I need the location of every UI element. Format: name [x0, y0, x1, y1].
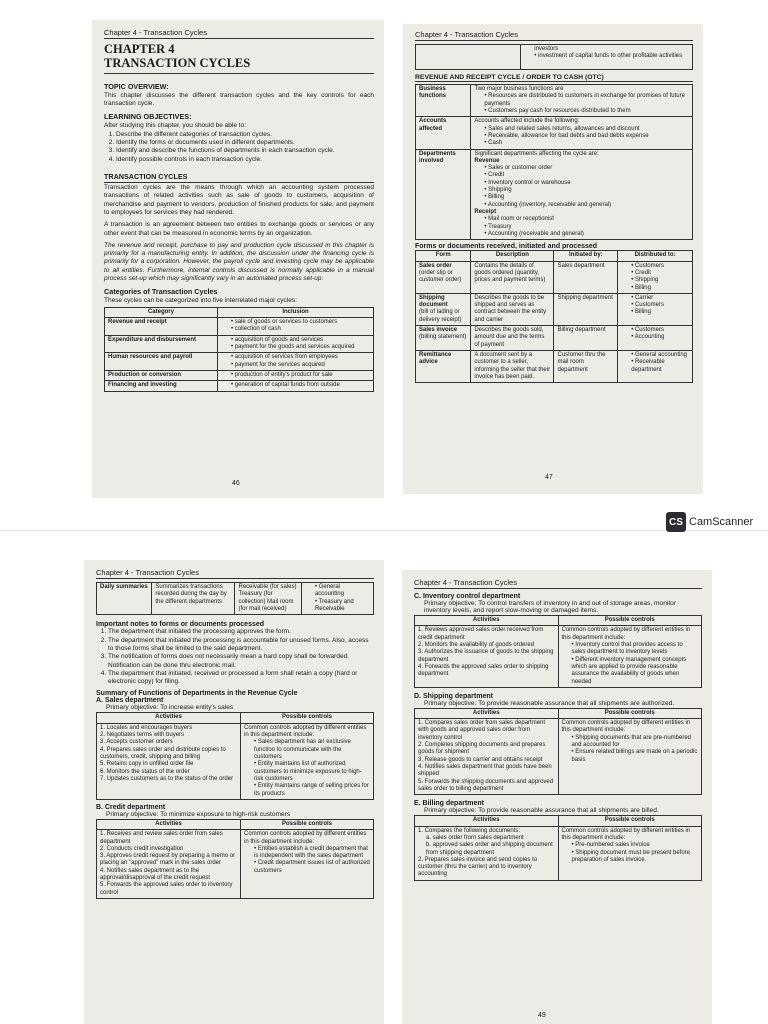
table-row — [415, 626, 702, 688]
list-item: • Shipping documents that are pre-numbered and accounted for — [572, 735, 699, 750]
list-item: • Credit — [631, 270, 689, 277]
table-cell — [618, 293, 693, 325]
table-header: Form — [416, 251, 471, 261]
table-header: Inclusion — [217, 307, 373, 317]
list-item: • production of entity's product for sale — [231, 372, 370, 379]
topic-overview-text: This chapter discusses the different transaction cycles and the key controls for each transaction cycle. — [104, 91, 374, 108]
form-name: Sales order — [419, 262, 452, 269]
table-row — [415, 719, 702, 795]
table-cell — [416, 351, 471, 383]
list-item: • Entities establish a credit department that is independent with the sales department — [254, 846, 370, 861]
table-cell — [241, 723, 374, 799]
activity: 4. Notifies sales department as to the approval/disapproval of the credit request — [100, 867, 211, 882]
table-cell — [415, 626, 559, 688]
activity: 4. Prepares sales order and distribute copies to customers, credit, shipping and billing — [100, 746, 226, 760]
table-cell — [415, 719, 559, 795]
credit-dept-table — [96, 819, 374, 899]
activity: 2. Negotiates terms with buyers — [100, 732, 185, 739]
table-cell — [558, 826, 702, 880]
list-item: • Receivable, allowance for bad debts and bad debts expense — [484, 133, 689, 140]
section-heading: REVENUE AND RECEIPT CYCLE / ORDER TO CASH (OTC) — [415, 74, 693, 82]
categories-table — [104, 307, 374, 392]
credit-dept-objective: Primary objective: To minimize exposure to high-risk customers — [106, 810, 291, 818]
list-item: • acquisition of services from employees — [231, 354, 370, 361]
table-row — [105, 370, 374, 380]
list-item: • Inventory control that provides access to sales department to inventory levels — [572, 642, 699, 657]
list-item: • General accounting — [315, 584, 370, 599]
running-header: Chapter 4 - Transaction Cycles — [104, 28, 374, 39]
table-cell — [97, 723, 241, 799]
list-item: • Accounting (receivable and general) — [484, 231, 689, 238]
activity: 2. Conducts credit investigation — [100, 845, 184, 852]
table-row — [416, 149, 693, 240]
table-header: Activities — [415, 616, 559, 626]
shipping-dept-table — [414, 708, 702, 795]
transaction-cycles-heading: TRANSACTION CYCLES — [104, 172, 374, 183]
table-header: Activities — [97, 713, 241, 723]
activity: 6. Monitors the status of the order — [100, 768, 190, 775]
activity: 5. Retains copy in unfilled order file — [100, 761, 194, 768]
inventory-dept-table — [414, 615, 702, 688]
sales-dept-objective: Primary objective: To increase entity's sales — [106, 704, 234, 712]
list-item: • sale of goods or services to customers — [231, 319, 370, 326]
table-cell — [415, 826, 559, 880]
learning-objectives-intro: After studying this chapter, you should be able to: — [104, 122, 247, 130]
list-item: 4. Identify possible controls in each transaction cycle. — [116, 156, 374, 164]
divider — [0, 530, 768, 531]
inventory-dept-objective: Primary objective: To control transfers of inventory in and out of storage areas, monitor inventory levels, and report slow-moving or damaged items. — [424, 600, 677, 614]
table-header: Possible controls — [558, 816, 702, 826]
table-cell — [217, 370, 373, 380]
table-cell — [618, 326, 693, 351]
list-item: • Sales and related sales returns, allowances and discount — [484, 126, 689, 133]
sales-dept-heading: A. Sales department — [96, 697, 164, 705]
table-cell: Daily summaries — [97, 583, 152, 615]
notes-heading: Important notes to forms or documents processed — [96, 621, 265, 629]
paragraph: A transaction is an agreement between two entities to exchange goods or services or any other event that can be measured in economic terms by an organization. — [104, 221, 374, 237]
text-line: Accounts affected include the following: — [474, 118, 580, 125]
table-header: Possible controls — [241, 713, 374, 723]
activity: 2. Monitors the availability of goods ordered — [418, 641, 535, 648]
running-header: Chapter 4 - Transaction Cycles — [415, 30, 693, 41]
page-47 — [403, 24, 703, 494]
list-item: • payment for the goods and services acquired — [231, 344, 370, 351]
activity: 5. Forwards the shipping documents and approved sales order to billing department — [418, 778, 554, 792]
notes-list — [96, 628, 374, 686]
camscanner-watermark — [666, 512, 753, 532]
list-item: • Ensure related billings are made on a periodic basis — [572, 749, 699, 764]
activity: 3. Release goods to carrier and obtains receipt — [418, 756, 543, 763]
paragraph: Transaction cycles are the means through which an accounting system processed transactions of related activities such as sale of goods to customers, acquisition of merchandise and payment to vendors, production of finished products for sale, and payment to employees for services they had rendered. — [104, 183, 374, 216]
activity: 1. Receives and review sales order from sales department — [100, 831, 223, 845]
table-cell — [618, 351, 693, 383]
categories-intro: These cycles can be categorized into five interrelated major cycles: — [104, 297, 297, 305]
list-item: • Billing — [631, 285, 689, 292]
list-item: • Shipping document must be present before preparation of sales invoice. — [572, 850, 699, 865]
topic-overview-heading: TOPIC OVERVIEW: — [104, 81, 169, 91]
list-item: • generation of capital funds from outside — [231, 382, 370, 389]
list-item: 4. The department that initiated, received or processed a form shall retain a copy (hard or electronic copy) for filing. — [108, 670, 374, 687]
table-cell — [416, 293, 471, 325]
table-row — [105, 381, 374, 391]
page-number: 47 — [545, 474, 553, 481]
table-cell: A document sent by a customer to a seller, informing the seller that their invoice has been paid. — [471, 351, 554, 383]
revenue-cycle-table — [415, 84, 693, 240]
list-item: • Billing — [631, 309, 689, 316]
table-cell: Financing and investing — [105, 381, 218, 391]
list-item: • Mail room or receptionist — [484, 216, 689, 223]
activity: 3. Authorizes the issuance of goods to the shipping department — [418, 649, 554, 663]
table-row — [105, 353, 374, 371]
table-row — [416, 117, 693, 149]
list-item: • Inventory control or warehouse — [484, 180, 689, 187]
list-item: • Cash — [484, 140, 689, 147]
table-row — [97, 723, 374, 799]
table-cell: Receivable (for sales) Treasury (for collection) Mail room (for mail received) — [235, 583, 301, 615]
table-cell — [217, 381, 373, 391]
table-cell: Sales department — [554, 261, 618, 293]
table-cell: Business functions — [416, 85, 471, 117]
table-header: Distributed to: — [618, 251, 693, 261]
table-cell — [558, 719, 702, 795]
table-cell — [217, 335, 373, 353]
running-header: Chapter 4 - Transaction Cycles — [414, 578, 702, 589]
table-row — [416, 85, 693, 117]
list-item: • Sales or customer order — [484, 165, 689, 172]
form-name: Sales invoice — [419, 327, 458, 334]
activity: 1. Reviews approved sales order received from credit department — [418, 627, 544, 641]
activity: 1. Locates and encourages buyers — [100, 724, 193, 731]
controls-intro: Common controls adopted by different entities in this department include: — [244, 831, 367, 845]
list-item: • Different inventory management concepts which are applied to provide reasonable assurance the availability of goods when needed — [572, 657, 699, 686]
chapter-name: TRANSACTION CYCLES — [104, 56, 251, 71]
page-48 — [84, 560, 384, 1024]
table-row — [416, 326, 693, 351]
table-header: Activities — [415, 708, 559, 718]
table-cell — [558, 626, 702, 688]
table-row — [105, 318, 374, 336]
table-cell: Summarizes transactions recorded during the day by the different departments — [152, 583, 235, 615]
list-item: 2. The department that initiated the processing is accountable for unused forms. Also, access to those forms shall be limited to the said department. — [108, 637, 374, 654]
table-cell: Accounts affected — [416, 117, 471, 149]
activity: b. approved sales order and shipping document from shipping department — [426, 842, 553, 856]
table-row — [97, 830, 374, 899]
list-item: • General accounting — [631, 352, 689, 359]
text-line: investors — [534, 46, 559, 52]
sales-dept-table — [96, 712, 374, 799]
table-header: Possible controls — [558, 708, 702, 718]
table-row — [415, 826, 702, 880]
credit-dept-heading: B. Credit department — [96, 803, 166, 811]
page-49 — [402, 570, 712, 1024]
forms-table — [415, 250, 693, 383]
activity: 2. Prepares sales invoice and send copies to customer (thru the carrier) and to inventory accounting — [418, 856, 538, 878]
page-number: 46 — [232, 480, 240, 487]
list-item: • Billing — [484, 194, 689, 201]
controls-intro: Common controls adopted by different entities in this department include: — [561, 627, 691, 641]
table-row — [416, 261, 693, 293]
table-cell — [301, 583, 373, 615]
table-cell — [471, 85, 693, 117]
list-item: • Customers — [631, 263, 689, 270]
controls-intro: Common controls adopted by different entities in this department include: — [561, 827, 691, 841]
running-header: Chapter 4 - Transaction Cycles — [96, 568, 374, 579]
table-cell — [217, 353, 373, 371]
table-header: Activities — [97, 819, 241, 829]
activity: 1. Compares the following documents: — [418, 827, 521, 834]
list-item: • Customers — [631, 327, 689, 334]
table-cell — [521, 45, 693, 70]
shipping-dept-heading: D. Shipping department — [414, 692, 493, 700]
table-cell — [217, 318, 373, 336]
list-item: • Pre-numbered sales invoice — [572, 842, 699, 849]
form-sub: (billing statement) — [419, 334, 467, 341]
billing-dept-heading: E. Billing department — [414, 800, 485, 808]
form-sub: (bill of lading or delivery receipt) — [419, 309, 462, 323]
activity: 1. Compares sales order from sales department with goods and approved sales order from inventory control — [418, 720, 546, 741]
list-item: • Shipping — [484, 187, 689, 194]
activity: 7. Updates customers as to the status of the order — [100, 775, 234, 782]
list-item: • Credit department issues list of authorized customers — [254, 860, 370, 875]
activity: 2. Completes shipping documents and prepares goods for shipment — [418, 742, 546, 756]
summary-heading: Summary of Functions of Departments in the Revenue Cycle — [96, 690, 298, 698]
list-item: • Customers pay cash for resources distributed to them — [484, 108, 689, 115]
list-item: 3. Identify and describe the functions of departments in each transaction cycle. — [116, 147, 374, 155]
billing-dept-objective: Primary objective: To provide reasonable assurance that all shipments are billed. — [424, 807, 659, 815]
table-header: Possible controls — [558, 616, 702, 626]
controls-intro: Common controls adopted by different entities in this department include: — [561, 720, 691, 734]
activity: a. sales order from sales department — [426, 834, 524, 841]
subheading: Revenue — [474, 157, 500, 164]
list-item: • Entity maintains list of authorized customers to minimize exposure to high-risk customers — [254, 761, 370, 783]
table-cell — [97, 830, 241, 899]
categories-heading: Categories of Transaction Cycles — [104, 287, 218, 297]
learning-objectives-heading: LEARNING OBJECTIVES: — [104, 112, 192, 122]
activity: 4. Notifies sales department that goods have been shipped — [418, 764, 552, 778]
list-item: • Receivable department — [631, 359, 689, 374]
list-item: • Sales department has an exclusive function to communicate with the customers — [254, 739, 370, 761]
list-item: 1. The department that initiated the processing approves the form. — [108, 628, 374, 636]
table-header: Description — [471, 251, 554, 261]
table-cell — [416, 326, 471, 351]
table-cell: Contains the details of goods ordered (quantity, prices and payment terms) — [471, 261, 554, 293]
shipping-dept-objective: Primary objective: To provide reasonable assurance that all shipments are authorized. — [424, 699, 675, 707]
table-cell — [471, 149, 693, 240]
list-item: • collection of cash — [231, 326, 370, 333]
list-item: 3. The notification of forms does not necessarily mean a hard copy shall be forwarded. Notification can be done thru electronic mail. — [108, 653, 374, 670]
table-cell — [618, 261, 693, 293]
list-item: • Accounting (inventory, receivable and general) — [484, 202, 689, 209]
activity: 3. Accepts customer orders — [100, 739, 173, 746]
text-line: Significant departments affecting the cycle are: — [474, 150, 599, 157]
activity: 4. Forwards the approved sales order to shipping department — [418, 663, 549, 678]
list-item: • Accounting — [631, 334, 689, 341]
table-cell: Describes the goods sold, amount due and the terms of payment — [471, 326, 554, 351]
table-cell: Human resources and payroll — [105, 353, 218, 371]
list-item: 1. Describe the different categories of transaction cycles. — [116, 131, 374, 139]
form-sub: (order slip or customer order) — [419, 269, 462, 284]
list-item: • investment of capital funds to other profitable activities — [534, 53, 689, 60]
table-row — [97, 583, 374, 615]
table-cell: Departments involved — [416, 149, 471, 240]
daily-summaries-table — [96, 582, 374, 615]
forms-heading: Forms or documents received, initiated and processed — [415, 243, 598, 251]
paragraph: The revenue and receipt, purchase to pay and production cycle discussed in this chapter is primarily for a manufacturing entity. In addition, the discussion under the financing cycle is primarily for a corporation. However, the payroll cycle and investing cycle may be applicable to all entities. Furthermore, internal controls discussed is normally applicable in a manual process set-up which may significantly vary in an automated process set-up. — [104, 241, 374, 283]
continued-table — [415, 44, 693, 70]
table-cell — [241, 830, 374, 899]
page-46 — [92, 20, 384, 498]
page-number: 49 — [538, 1012, 546, 1019]
list-item: • Resources are distributed to customers in exchange for promises of future payments — [484, 93, 689, 108]
table-header: Category — [105, 307, 218, 317]
list-item: • Carrier — [631, 295, 689, 302]
learning-objectives-list — [104, 131, 374, 164]
table-cell: Shipping department — [554, 293, 618, 325]
form-name: Shipping document — [419, 294, 448, 309]
list-item: • Credit — [484, 172, 689, 179]
activity: 5. Forwards the approved sales order to inventory control — [100, 882, 233, 896]
table-header: Possible controls — [241, 819, 374, 829]
table-row — [416, 293, 693, 325]
list-item: • Customers — [631, 302, 689, 309]
text-line: Two major business functions are — [474, 86, 564, 92]
chapter-title — [104, 42, 374, 74]
camscanner-name: CamScanner — [689, 516, 754, 528]
table-cell: Expenditure and disbursement — [105, 335, 218, 353]
chapter-number: CHAPTER 4 — [104, 42, 175, 56]
table-cell: Customer thru the mail room department — [554, 351, 618, 383]
table-header: Initiated by: — [554, 251, 618, 261]
table-row — [105, 335, 374, 353]
list-item: 2. Identify the forms or documents used in different departments. — [116, 139, 374, 147]
subheading: Receipt — [474, 209, 497, 215]
controls-intro: Common controls adopted by different entities in this department include: — [244, 724, 367, 739]
list-item: • Entity maintains range of selling prices for its products — [254, 783, 370, 798]
billing-dept-table — [414, 815, 702, 881]
table-row — [416, 351, 693, 383]
list-item: • acquisition of goods and services — [231, 337, 370, 344]
table-cell: Revenue and receipt — [105, 318, 218, 336]
list-item: • Treasury and Receivable — [315, 599, 370, 614]
activity: 3. Approves credit request by preparing a memo or placing an "approved" mark in the sales order — [100, 853, 236, 867]
table-cell — [416, 261, 471, 293]
table-cell: Production or conversion — [105, 370, 218, 380]
table-cell: Describes the goods to be shipped and serves as contract between the entity and carrier — [471, 293, 554, 325]
table-cell — [471, 117, 693, 149]
list-item: • Treasury — [484, 224, 689, 231]
camscanner-logo-icon: CS — [666, 512, 686, 532]
table-cell: Billing department — [554, 326, 618, 351]
list-item: • payment for the services acquired — [231, 362, 370, 369]
table-cell — [416, 45, 521, 70]
inventory-dept-heading: C. Inventory control department — [414, 593, 521, 600]
list-item: • Shipping — [631, 277, 689, 284]
table-header: Activities — [415, 816, 559, 826]
form-name: Remittance advice — [419, 352, 452, 366]
